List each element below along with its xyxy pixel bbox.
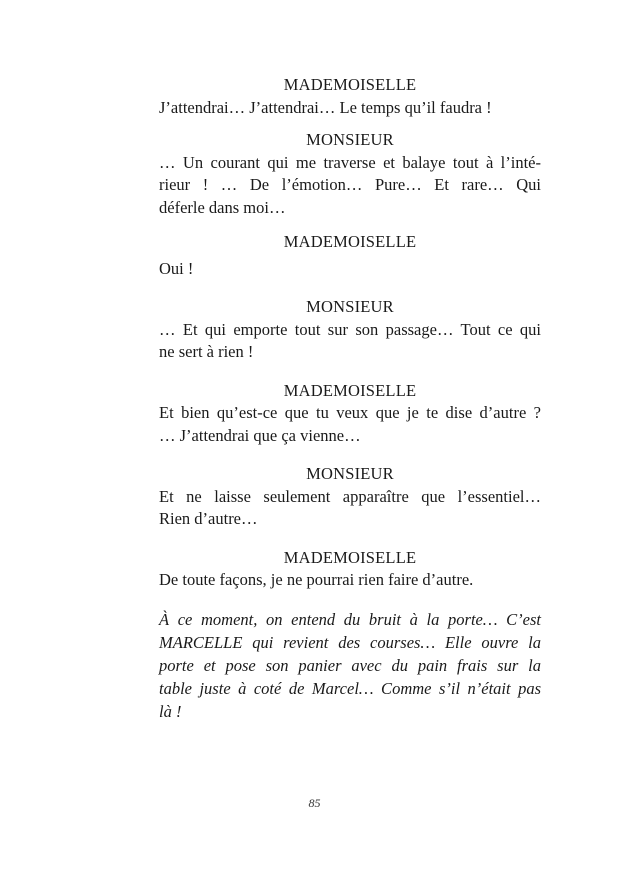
dialogue-block — [159, 74, 541, 119]
speaker-name: MONSIEUR — [306, 130, 394, 149]
dialogue-line: … Un courant qui me traverse et balaye tout à l’inté- — [159, 152, 541, 172]
stage-direction-line: table juste à coté de Marcel… Comme s’il n’était pas — [159, 678, 541, 698]
dialogue-line: ne sert à rien ! — [159, 342, 254, 361]
dialogue-line: J’attendrai… J’attendrai… Le temps qu’il faudra ! — [159, 97, 492, 117]
dialogue-line: Rien d’autre… — [159, 509, 258, 528]
speaker-name: MADEMOISELLE — [283, 75, 417, 94]
stage-direction-line: porte et pose son panier avec du pain frais sur la — [159, 655, 541, 675]
speaker-name: MADEMOISELLE — [283, 232, 417, 251]
speaker-name: MADEMOISELLE — [283, 380, 417, 400]
speaker-name: MONSIEUR — [306, 297, 394, 316]
speaker-name: MADEMOISELLE — [283, 547, 417, 567]
stage-direction — [159, 608, 541, 723]
dialogue-line: rieur ! … De l’émotion… Pure… Et rare… Qui — [159, 175, 541, 194]
play-page — [159, 74, 541, 723]
dialogue-block — [159, 129, 541, 219]
dialogue-block — [159, 463, 541, 531]
dialogue-line: déferle dans moi… — [159, 197, 286, 217]
dialogue-line: Et bien qu’est-ce que tu veux que je te dise d’autre ? — [159, 403, 541, 422]
speaker-name: MONSIEUR — [306, 464, 394, 483]
dialogue-block — [159, 296, 541, 364]
page-number: 85 — [308, 796, 321, 810]
stage-direction-line: MARCELLE qui revient des courses… Elle ouvre la — [159, 632, 541, 652]
dialogue-line: … Et qui emporte tout sur son passage… Tout ce qui — [159, 319, 541, 339]
dialogue-line: Oui ! — [159, 258, 194, 278]
dialogue-block — [159, 231, 541, 280]
stage-direction-line: À ce moment, on entend du bruit à la porte… C’est — [159, 609, 541, 629]
stage-direction-line: là ! — [159, 701, 182, 721]
dialogue-line: … J’attendrai que ça vienne… — [159, 425, 361, 445]
dialogue-block — [159, 547, 541, 592]
dialogue-block — [159, 380, 541, 448]
dialogue-line: De toute façons, je ne pourrai rien faire d’autre. — [159, 570, 474, 589]
dialogue-line: Et ne laisse seulement apparaître que l’essentiel… — [159, 486, 541, 506]
